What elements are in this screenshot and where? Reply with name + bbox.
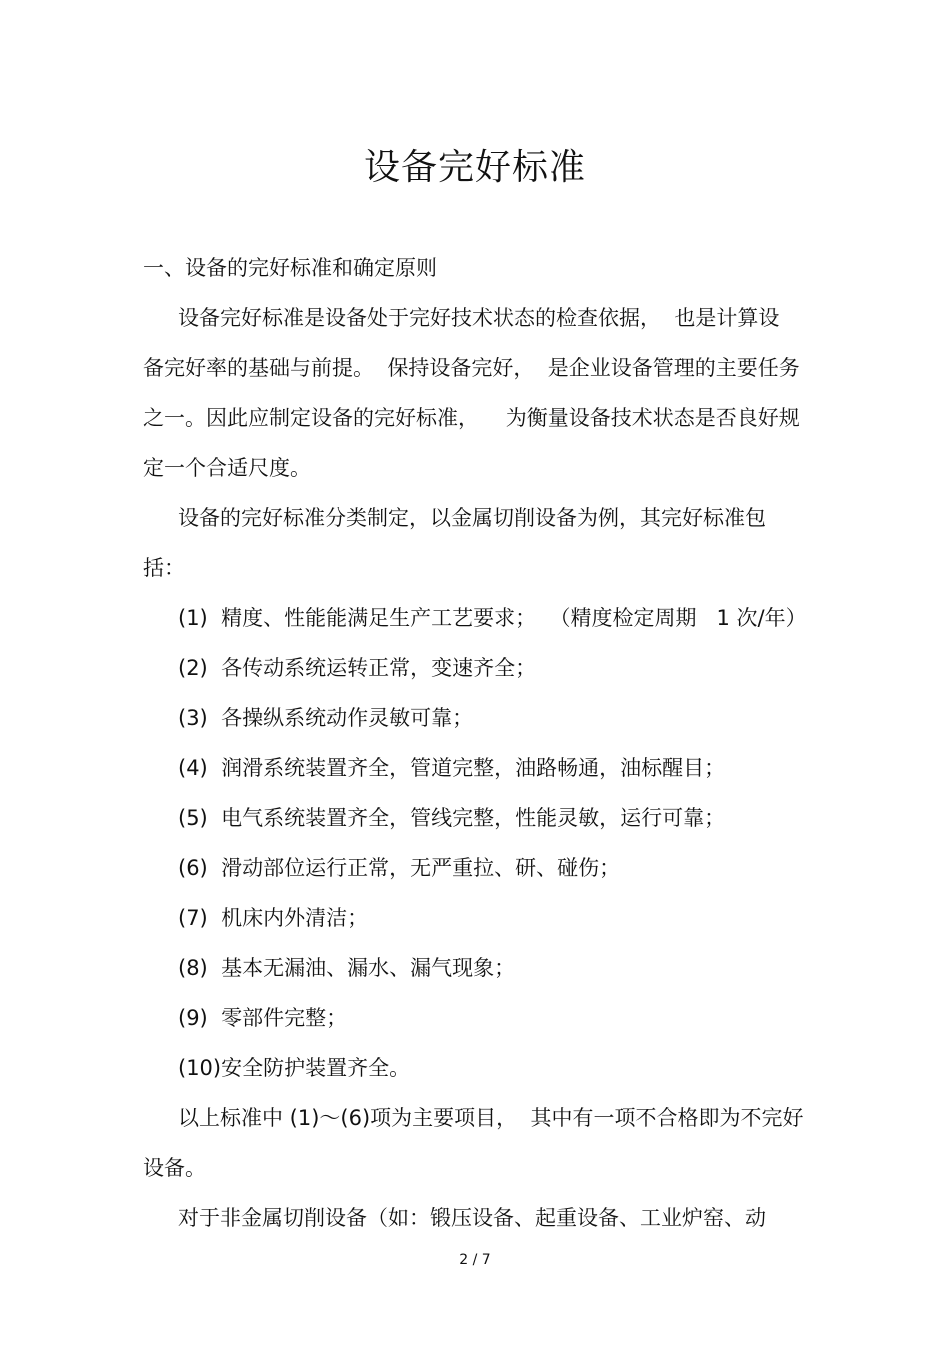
paragraph-line: 设备。 <box>143 1156 206 1180</box>
section-heading: 一、设备的完好标准和确定原则 <box>143 256 437 280</box>
paragraph-line: 之一。因此应制定设备的完好标准， 为衡量设备技术状态是否良好规 <box>143 406 800 430</box>
paragraph-line: 定一个合适尺度。 <box>143 456 311 480</box>
paragraph-line: 以上标准中 (1)～(6)项为主要项目， 其中有一项不合格即为不完好 <box>178 1106 804 1130</box>
list-item: (6) 滑动部位运行正常，无严重拉、研、碰伤； <box>178 856 621 880</box>
list-item: (1) 精度、性能能满足生产工艺要求； （精度检定周期 1 次/年） <box>178 606 807 630</box>
page-number: 2 / 7 <box>459 1252 491 1268</box>
list-item: (7) 机床内外清洁； <box>178 906 369 930</box>
list-item: (8) 基本无漏油、漏水、漏气现象； <box>178 956 516 980</box>
list-item: (10)安全防护装置齐全。 <box>178 1056 411 1080</box>
list-item: (4) 润滑系统装置齐全，管道完整，油路畅通，油标醒目； <box>178 756 726 780</box>
list-item: (3) 各操纵系统动作灵敏可靠； <box>178 706 474 730</box>
list-item: (5) 电气系统装置齐全，管线完整，性能灵敏，运行可靠； <box>178 806 726 830</box>
paragraph-line: 括： <box>143 556 185 580</box>
list-item: (9) 零部件完整； <box>178 1006 348 1030</box>
list-item: (2) 各传动系统运转正常，变速齐全； <box>178 656 537 680</box>
paragraph-line: 设备完好标准是设备处于完好技术状态的检查依据， 也是计算设 <box>178 306 780 330</box>
paragraph-line: 备完好率的基础与前提。 保持设备完好， 是企业设备管理的主要任务 <box>143 356 800 380</box>
page-title: 设备完好标准 <box>363 147 586 188</box>
paragraph-line: 对于非金属切削设备（如：锻压设备、起重设备、工业炉窑、动 <box>178 1206 766 1230</box>
paragraph-line: 设备的完好标准分类制定，以金属切削设备为例，其完好标准包 <box>178 506 766 530</box>
